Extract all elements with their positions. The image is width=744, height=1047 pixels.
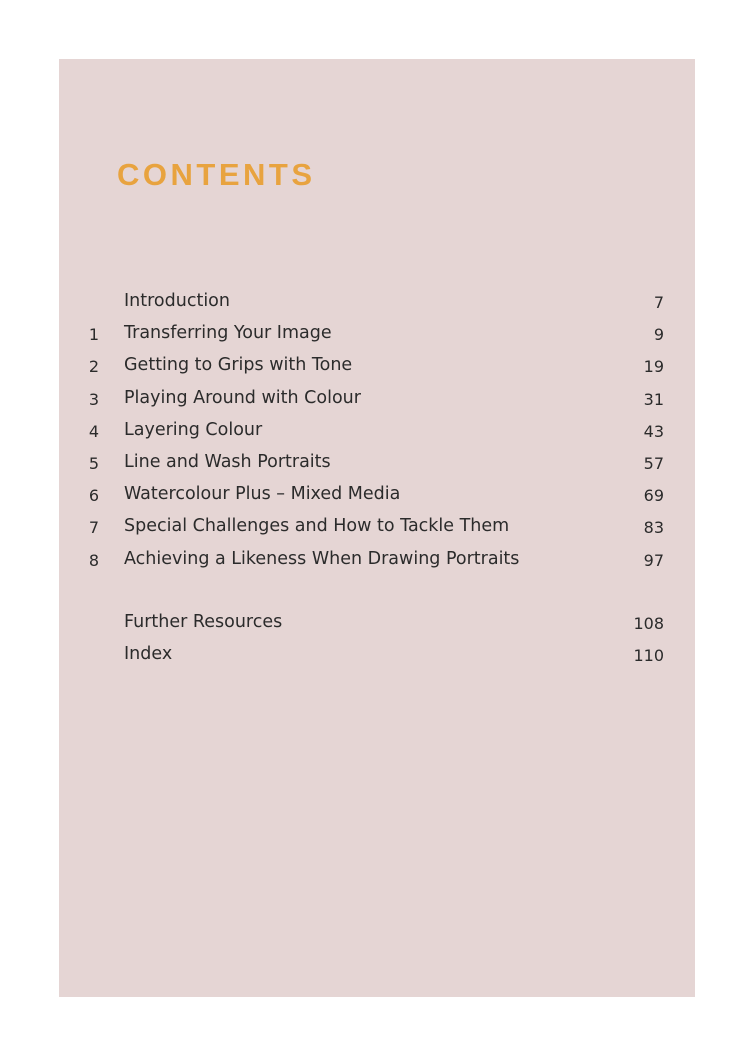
entry-title: Watercolour Plus – Mixed Media	[124, 484, 401, 505]
toc-entry-introduction[interactable]	[59, 289, 695, 321]
entry-title: Transferring Your Image	[124, 323, 332, 344]
contents-panel	[59, 59, 695, 997]
page-number: 83	[643, 518, 664, 538]
entry-title: Introduction	[124, 291, 230, 311]
entry-title: Getting to Grips with Tone	[124, 355, 353, 376]
page-number: 108	[633, 614, 664, 634]
toc-entry-chapter-4[interactable]	[59, 418, 695, 450]
chapter-number: 8	[88, 550, 99, 570]
table-of-contents	[59, 289, 695, 675]
page-number: 31	[643, 389, 664, 409]
page-number: 7	[653, 293, 664, 312]
toc-entry-index[interactable]	[59, 642, 695, 674]
toc-entry-chapter-3[interactable]	[59, 386, 695, 418]
page-number: 69	[643, 486, 664, 506]
toc-entry-further-resources[interactable]	[59, 610, 695, 642]
toc-entry-chapter-2[interactable]	[59, 353, 695, 385]
chapter-number: 6	[88, 486, 99, 506]
page-number: 9	[653, 325, 664, 345]
toc-entry-chapter-6[interactable]	[59, 482, 695, 514]
section-spacer	[59, 579, 695, 611]
chapter-number: 7	[88, 518, 99, 538]
chapter-number: 2	[88, 357, 99, 377]
page-number: 57	[643, 453, 664, 473]
toc-entry-chapter-5[interactable]	[59, 450, 695, 482]
page-number: 19	[643, 357, 664, 377]
entry-title: Index	[124, 644, 173, 665]
page-title: CONTENTS	[117, 157, 316, 192]
chapter-number: 1	[88, 325, 99, 345]
page-number: 110	[633, 646, 664, 666]
toc-entry-chapter-1[interactable]	[59, 321, 695, 353]
chapter-number: 4	[88, 421, 99, 441]
entry-title: Playing Around with Colour	[124, 387, 361, 408]
entry-title: Special Challenges and How to Tackle Them	[124, 516, 510, 537]
entry-title: Achieving a Likeness When Drawing Portraits	[124, 548, 520, 569]
entry-title: Further Resources	[124, 612, 283, 633]
toc-entry-chapter-8[interactable]	[59, 547, 695, 579]
page-number: 97	[643, 550, 664, 570]
entry-title: Line and Wash Portraits	[124, 451, 331, 472]
chapter-number: 3	[88, 389, 99, 409]
toc-entry-chapter-7[interactable]	[59, 514, 695, 546]
chapter-number: 5	[88, 453, 99, 473]
entry-title: Layering Colour	[124, 419, 263, 440]
page-number: 43	[643, 421, 664, 441]
